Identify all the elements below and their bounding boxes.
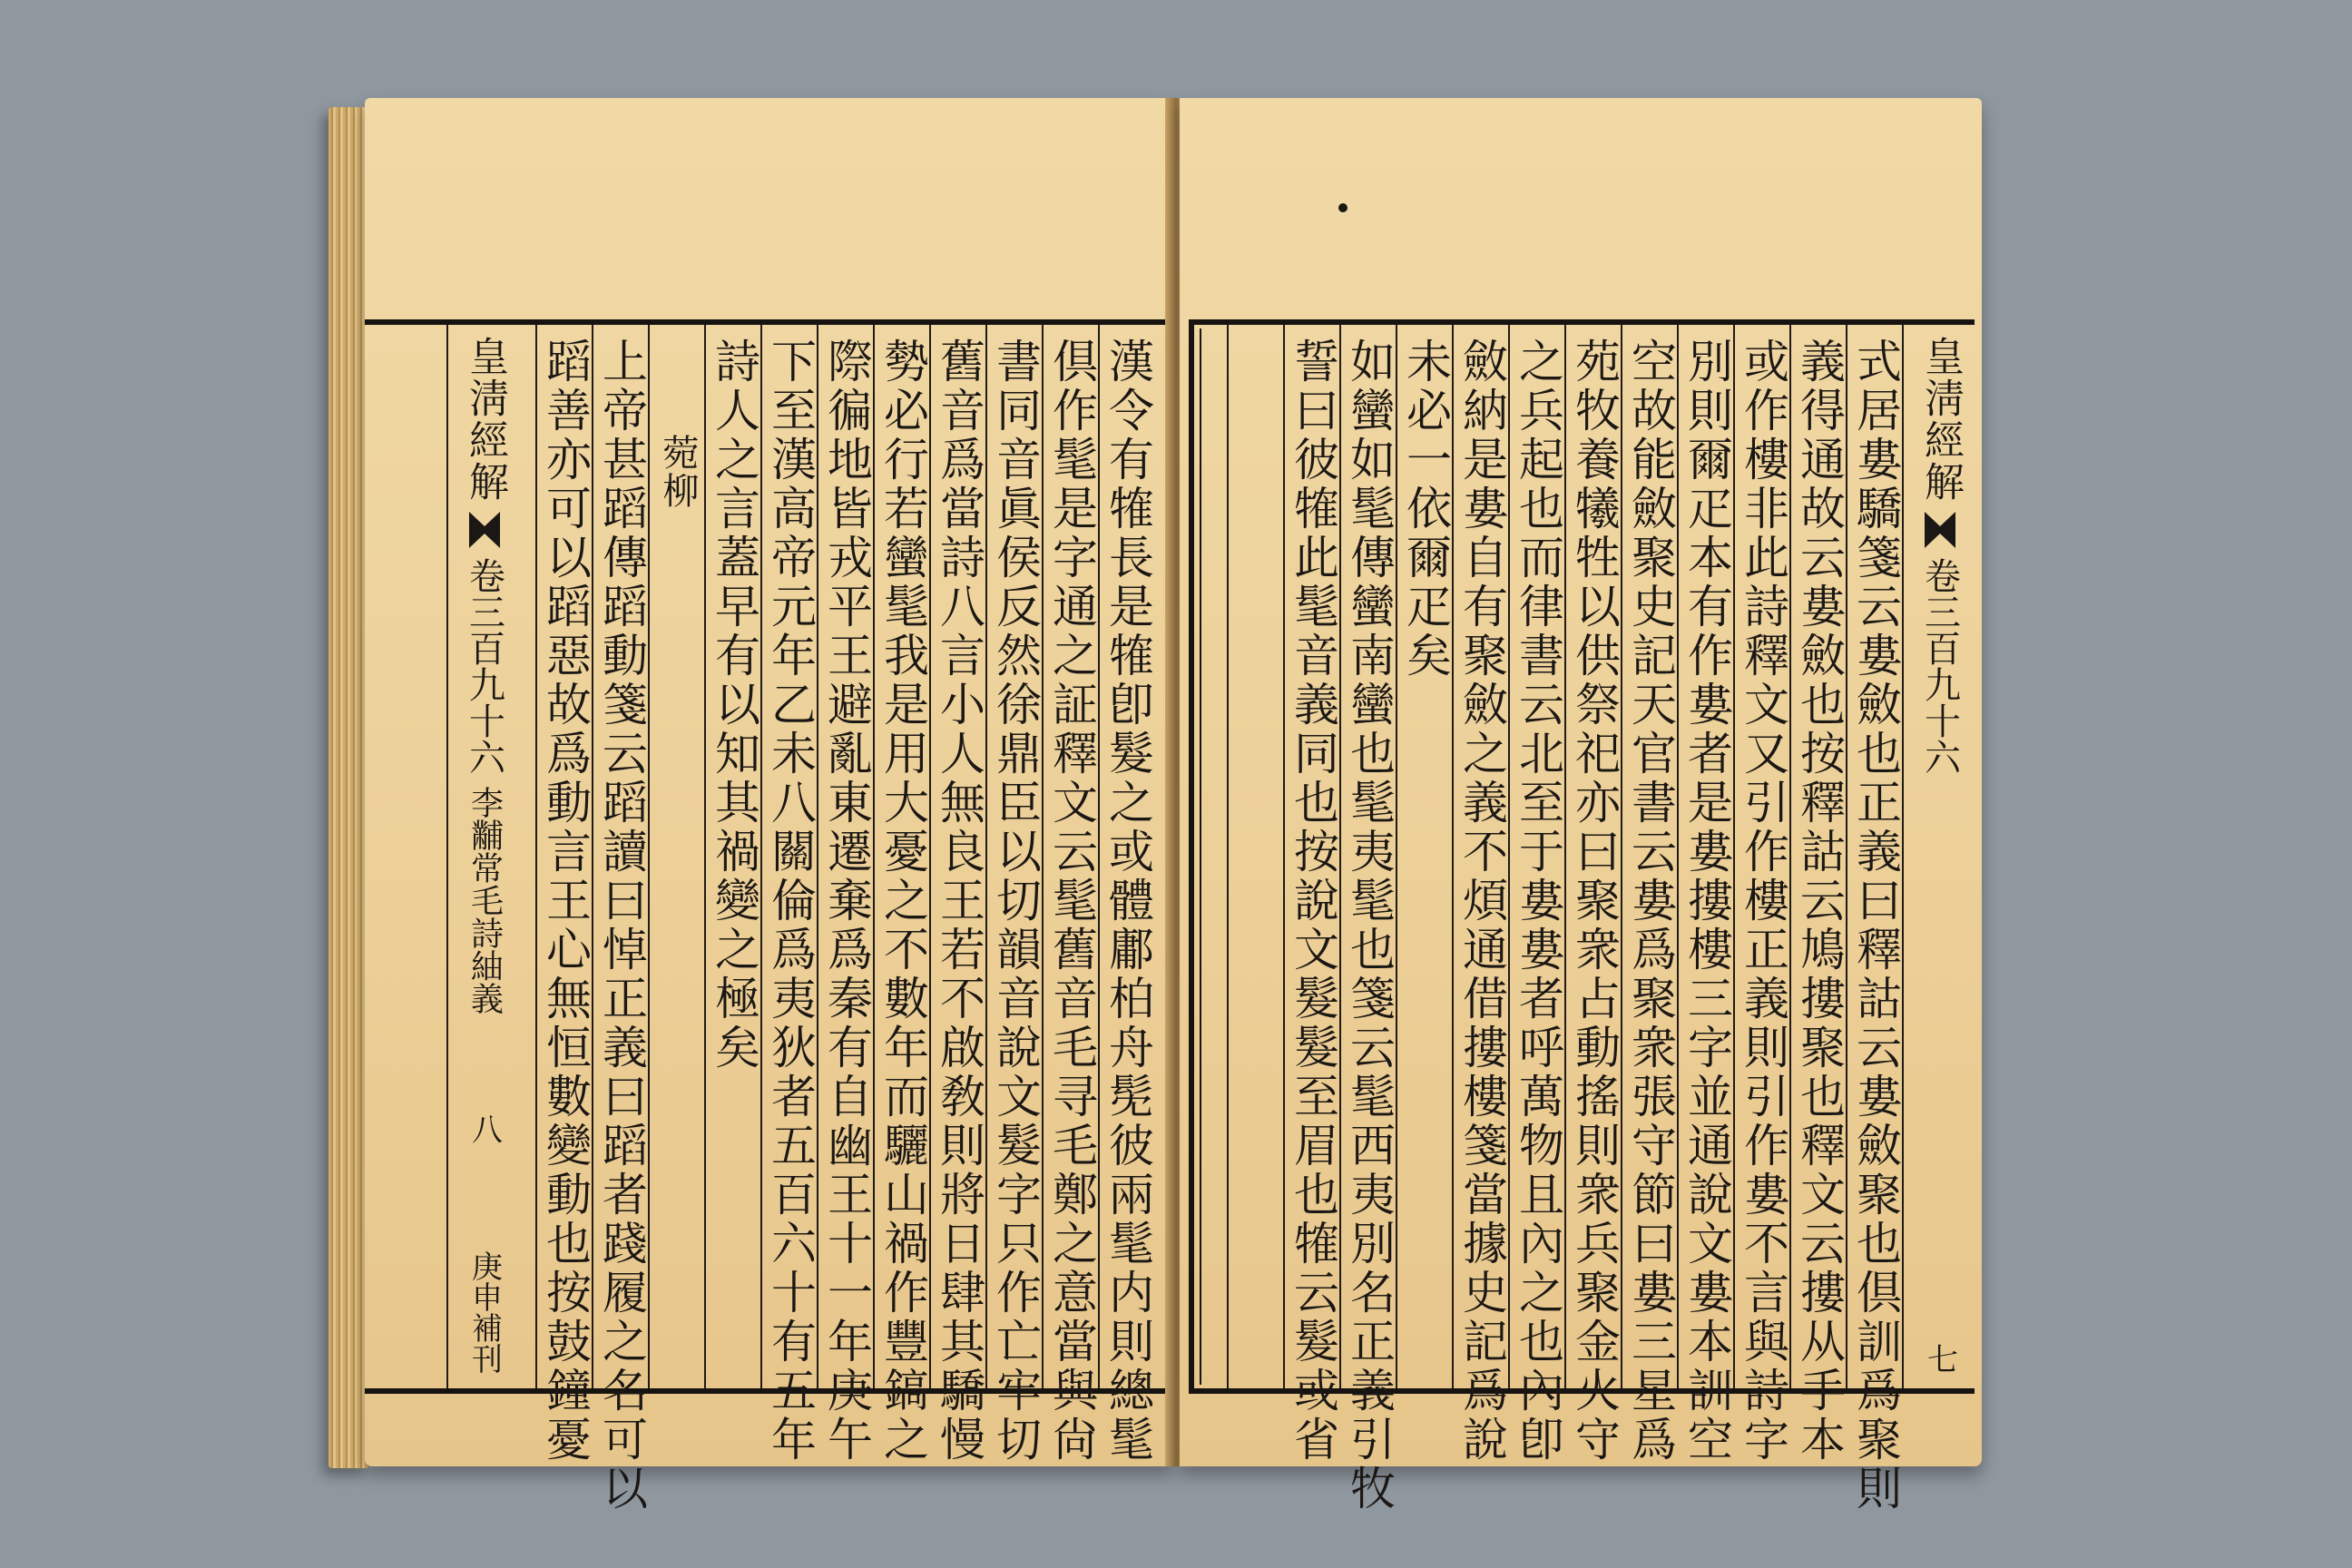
page-edges <box>328 107 368 1468</box>
text-column: 式居婁驕箋云婁斂也正義曰釋詁云婁斂聚也倶訓爲聚則 <box>1846 325 1904 1388</box>
text-column: 未必一依爾疋矣 <box>1396 325 1454 1388</box>
text-column: 際徧地皆戎平王避亂東遷棄爲秦有自幽王十一年庚午 <box>817 325 875 1388</box>
book-title: 皇淸經解 <box>462 336 508 503</box>
leaf-number: 七 <box>1921 1343 1958 1374</box>
text-column: 下至漢高帝元年乙未八關倫爲夷狄者五百六十有五年 <box>760 325 818 1388</box>
open-book <box>328 91 1982 1514</box>
right-page <box>1180 98 1982 1514</box>
empty-column <box>1227 325 1285 1388</box>
text-column: 書同音眞侯反然徐鼎臣以切韻音說文髮字只作亡牢切 <box>985 325 1044 1388</box>
text-column: 誓曰彼㹊此髦音義同也按說文髮髮至眉也㹊云髮或省 <box>1283 325 1341 1388</box>
text-column: 如蠻如髦傳蠻南蠻也髦夷髦也箋云髦西夷別名正義引牧 <box>1339 325 1397 1388</box>
left-text-frame <box>365 319 1176 1514</box>
text-column: 勢必行若蠻髦我是用大憂之不數年而驪山禍作豐鎬之 <box>873 325 931 1388</box>
right-margin-column <box>1902 325 1976 1388</box>
book-title: 皇淸經解 <box>1917 336 1964 503</box>
fish-tail-mark-icon <box>469 512 500 548</box>
text-column: 斂納是婁自有聚斂之義不煩通借摟樓箋當據史記爲說 <box>1452 325 1510 1388</box>
text-column: 倶作髦是字通之証釋文云髦舊音毛寻毛鄭之意當與尙 <box>1042 325 1100 1388</box>
left-margin-column <box>446 325 521 1388</box>
text-column: 舊音爲當詩八言小人無良王若不啟敎則將日肆其驕慢 <box>929 325 987 1388</box>
section-heading-column: 菀柳 <box>648 325 706 1388</box>
text-column: 苑牧養犧牲以供祭祀亦曰聚衆占動搖則衆兵聚金火守 <box>1564 325 1622 1388</box>
leaf-number: 八 <box>466 1113 503 1144</box>
text-column: 義得通故云婁斂也按釋詁云鳩摟聚也釋文云摟从手本 <box>1789 325 1847 1388</box>
text-column: 之兵起也而律書云北至于婁婁者呼萬物且內之也內卽 <box>1508 325 1566 1388</box>
right-text-frame <box>1189 319 1975 1514</box>
left-page <box>365 98 1172 1514</box>
fish-tail-mark-icon <box>1925 512 1955 548</box>
volume-label: 卷三百九十六 <box>1918 557 1961 775</box>
reprint-note: 庚申補刊 <box>466 1250 503 1374</box>
text-column: 上帝甚蹈傳蹈動箋云蹈讀曰悼正義曰蹈者踐履之名可以 <box>592 325 650 1388</box>
author-title: 李黼常毛詩紬義 <box>466 786 504 1014</box>
text-column: 漢令有㹊長是㹊卽髮之或體鄘柏舟髧彼兩髦内則總髦 <box>1098 325 1156 1388</box>
ink-dot <box>1338 203 1348 212</box>
text-column: 別則爾疋本有作婁者是婁摟樓三字並通說文婁本訓空 <box>1677 325 1735 1388</box>
text-column: 空故能斂聚史記天官書云婁爲聚衆張守節曰婁三星爲 <box>1621 325 1679 1388</box>
volume-label: 卷三百九十六 <box>463 557 505 775</box>
text-column: 或作樓非此詩釋文又引作樓正義則引作婁不言與詩字 <box>1733 325 1791 1388</box>
text-column: 詩人之言蓋早有以知其禍變之極矣 <box>704 325 762 1388</box>
text-column: 蹈善亦可以蹈惡故爲動言王心無恒數變動也按鼓鐘憂 <box>535 325 593 1388</box>
